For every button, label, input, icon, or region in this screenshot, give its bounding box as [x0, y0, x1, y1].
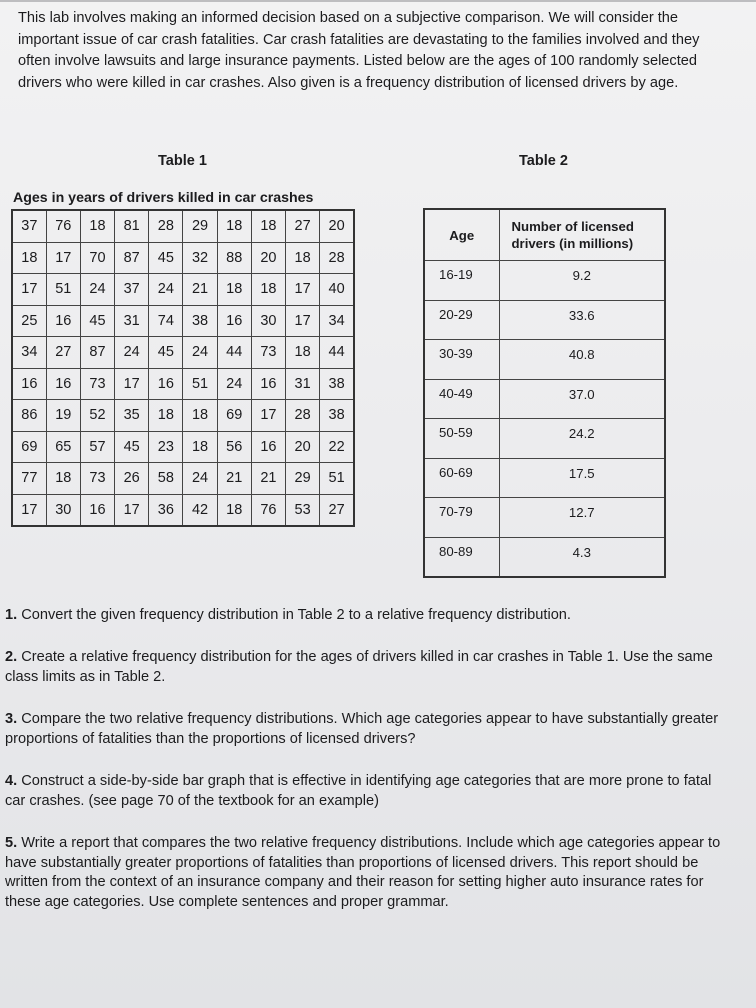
- age-cell: 18: [251, 210, 285, 242]
- age-cell: 35: [115, 400, 149, 432]
- age-cell: 45: [149, 337, 183, 369]
- age-cell: 18: [217, 274, 251, 306]
- age-cell: 18: [286, 242, 320, 274]
- question-text: Compare the two relative frequency distributions. Which age categories appear to have substantially greater proportions of fatalities than the proportions of licensed drivers?: [5, 711, 719, 747]
- age-cell: 27: [46, 337, 80, 369]
- ages-table: [11, 209, 355, 527]
- age-cell: 40: [320, 274, 354, 306]
- question-1: [5, 606, 735, 626]
- age-cell: 30: [251, 305, 285, 337]
- age-cell: 86: [12, 400, 46, 432]
- licensed-table-row: [424, 458, 665, 498]
- question-number: 3.: [5, 711, 18, 727]
- age-cell: 37: [12, 210, 46, 242]
- age-column-header: Age: [424, 209, 499, 261]
- age-cell: 38: [183, 305, 217, 337]
- ages-table-row: [12, 242, 354, 274]
- age-cell: 17: [286, 274, 320, 306]
- age-cell: 22: [320, 431, 354, 463]
- question-text: Convert the given frequency distribution in Table 2 to a relative frequency distribution.: [21, 607, 571, 623]
- licensed-table-row: [424, 498, 665, 538]
- age-cell: 24: [115, 337, 149, 369]
- age-cell: 73: [251, 337, 285, 369]
- licensed-table-row: [424, 419, 665, 459]
- table2-caption: Table 2: [519, 153, 568, 169]
- age-cell: 69: [12, 431, 46, 463]
- age-cell: 76: [46, 210, 80, 242]
- age-cell: 44: [320, 337, 354, 369]
- age-cell: 18: [183, 431, 217, 463]
- page-top-edge: [0, 0, 756, 2]
- age-cell: 18: [46, 463, 80, 495]
- age-cell: 25: [12, 305, 46, 337]
- age-cell: 57: [80, 431, 114, 463]
- age-cell: 30: [46, 494, 80, 526]
- age-cell: 19: [46, 400, 80, 432]
- question-text: Write a report that compares the two relative frequency distributions. Include which age categories appear to have substantially greater proportions of fatalities than proportions of licensed drivers. This report should be written from the context of an insurance company and their reason for setting higher auto insurance rates for these age categories. Use complete sentences and proper grammar.: [5, 835, 721, 910]
- age-cell: 18: [80, 210, 114, 242]
- age-cell: 38: [320, 368, 354, 400]
- age-cell: 45: [80, 305, 114, 337]
- question-number: 4.: [5, 773, 18, 789]
- age-cell: 21: [251, 463, 285, 495]
- age-cell: 16: [80, 494, 114, 526]
- age-cell: 51: [183, 368, 217, 400]
- age-range-cell: 20-29: [424, 300, 499, 340]
- age-cell: 23: [149, 431, 183, 463]
- licensed-count-cell: 9.2: [499, 261, 665, 301]
- age-cell: 32: [183, 242, 217, 274]
- question-3: [5, 710, 735, 749]
- age-cell: 77: [12, 463, 46, 495]
- age-cell: 45: [149, 242, 183, 274]
- table1-caption: Table 1: [158, 153, 207, 169]
- ages-table-row: [12, 368, 354, 400]
- age-cell: 51: [320, 463, 354, 495]
- age-cell: 24: [183, 337, 217, 369]
- age-cell: 69: [217, 400, 251, 432]
- age-cell: 18: [251, 274, 285, 306]
- age-cell: 87: [115, 242, 149, 274]
- licensed-table-row: [424, 379, 665, 419]
- age-range-cell: 60-69: [424, 458, 499, 498]
- age-cell: 16: [12, 368, 46, 400]
- ages-table-row: [12, 431, 354, 463]
- age-range-cell: 30-39: [424, 340, 499, 380]
- licensed-count-cell: 12.7: [499, 498, 665, 538]
- age-cell: 17: [251, 400, 285, 432]
- age-cell: 44: [217, 337, 251, 369]
- age-cell: 28: [320, 242, 354, 274]
- age-cell: 17: [12, 274, 46, 306]
- age-cell: 81: [115, 210, 149, 242]
- age-cell: 36: [149, 494, 183, 526]
- age-cell: 24: [80, 274, 114, 306]
- age-cell: 18: [217, 210, 251, 242]
- licensed-count-cell: 24.2: [499, 419, 665, 459]
- age-cell: 28: [149, 210, 183, 242]
- age-cell: 34: [320, 305, 354, 337]
- licensed-count-cell: 40.8: [499, 340, 665, 380]
- age-cell: 56: [217, 431, 251, 463]
- age-cell: 70: [80, 242, 114, 274]
- licensed-count-cell: 37.0: [499, 379, 665, 419]
- age-cell: 52: [80, 400, 114, 432]
- age-cell: 58: [149, 463, 183, 495]
- question-text: Construct a side-by-side bar graph that is effective in identifying age categories that are more prone to fatal car crashes. (see page 70 of the textbook for an example): [5, 773, 712, 809]
- age-cell: 21: [217, 463, 251, 495]
- age-cell: 20: [251, 242, 285, 274]
- licensed-table-header-row: [424, 209, 665, 261]
- table1-title: Ages in years of drivers killed in car crashes: [13, 190, 314, 206]
- age-cell: 18: [183, 400, 217, 432]
- age-range-cell: 70-79: [424, 498, 499, 538]
- age-cell: 74: [149, 305, 183, 337]
- age-cell: 87: [80, 337, 114, 369]
- age-cell: 34: [12, 337, 46, 369]
- question-number: 1.: [5, 607, 18, 623]
- age-cell: 45: [115, 431, 149, 463]
- age-cell: 21: [183, 274, 217, 306]
- age-cell: 24: [149, 274, 183, 306]
- age-range-cell: 80-89: [424, 537, 499, 577]
- age-cell: 16: [46, 305, 80, 337]
- age-cell: 53: [286, 494, 320, 526]
- age-range-cell: 50-59: [424, 419, 499, 459]
- age-cell: 18: [286, 337, 320, 369]
- age-cell: 73: [80, 463, 114, 495]
- licensed-table-row: [424, 300, 665, 340]
- age-cell: 31: [286, 368, 320, 400]
- age-cell: 29: [286, 463, 320, 495]
- question-number: 5.: [5, 835, 18, 851]
- age-cell: 16: [251, 431, 285, 463]
- age-range-cell: 40-49: [424, 379, 499, 419]
- age-cell: 37: [115, 274, 149, 306]
- age-cell: 88: [217, 242, 251, 274]
- question-5: [5, 834, 735, 912]
- ages-table-row: [12, 400, 354, 432]
- question-4: [5, 772, 735, 811]
- age-range-cell: 16-19: [424, 261, 499, 301]
- licensed-count-column-header: Number of licensed drivers (in millions): [499, 209, 665, 261]
- licensed-count-cell: 17.5: [499, 458, 665, 498]
- age-cell: 65: [46, 431, 80, 463]
- age-cell: 51: [46, 274, 80, 306]
- age-cell: 76: [251, 494, 285, 526]
- age-cell: 24: [217, 368, 251, 400]
- age-cell: 17: [115, 368, 149, 400]
- age-cell: 42: [183, 494, 217, 526]
- age-cell: 29: [183, 210, 217, 242]
- age-cell: 17: [46, 242, 80, 274]
- ages-table-row: [12, 274, 354, 306]
- age-cell: 26: [115, 463, 149, 495]
- age-cell: 27: [286, 210, 320, 242]
- question-number: 2.: [5, 649, 18, 665]
- age-cell: 16: [46, 368, 80, 400]
- licensed-count-cell: 33.6: [499, 300, 665, 340]
- licensed-drivers-table: [423, 208, 666, 578]
- ages-table-row: [12, 305, 354, 337]
- ages-table-row: [12, 210, 354, 242]
- age-cell: 18: [217, 494, 251, 526]
- age-cell: 17: [115, 494, 149, 526]
- age-cell: 16: [251, 368, 285, 400]
- age-cell: 73: [80, 368, 114, 400]
- age-cell: 27: [320, 494, 354, 526]
- age-cell: 17: [12, 494, 46, 526]
- intro-paragraph: This lab involves making an informed decision based on a subjective comparison. We will consider the important issue of car crash fatalities. Car crash fatalities are devastating to the families involved and they often involve lawsuits and large insurance payments. Listed below are the ages of 100 randomly selected drivers who were killed in car crashes. Also given is a frequency distribution of licensed drivers by age.: [18, 10, 700, 91]
- question-2: [5, 648, 735, 687]
- age-cell: 20: [286, 431, 320, 463]
- licensed-table-row: [424, 537, 665, 577]
- age-cell: 18: [149, 400, 183, 432]
- age-cell: 16: [217, 305, 251, 337]
- age-cell: 28: [286, 400, 320, 432]
- licensed-table-row: [424, 340, 665, 380]
- age-cell: 31: [115, 305, 149, 337]
- ages-table-row: [12, 494, 354, 526]
- licensed-table-row: [424, 261, 665, 301]
- age-cell: 20: [320, 210, 354, 242]
- age-cell: 18: [12, 242, 46, 274]
- ages-table-row: [12, 463, 354, 495]
- age-cell: 17: [286, 305, 320, 337]
- ages-table-row: [12, 337, 354, 369]
- age-cell: 38: [320, 400, 354, 432]
- age-cell: 16: [149, 368, 183, 400]
- question-text: Create a relative frequency distribution for the ages of drivers killed in car crashes in Table 1. Use the same class limits as in Table 2.: [5, 649, 713, 685]
- licensed-count-cell: 4.3: [499, 537, 665, 577]
- age-cell: 24: [183, 463, 217, 495]
